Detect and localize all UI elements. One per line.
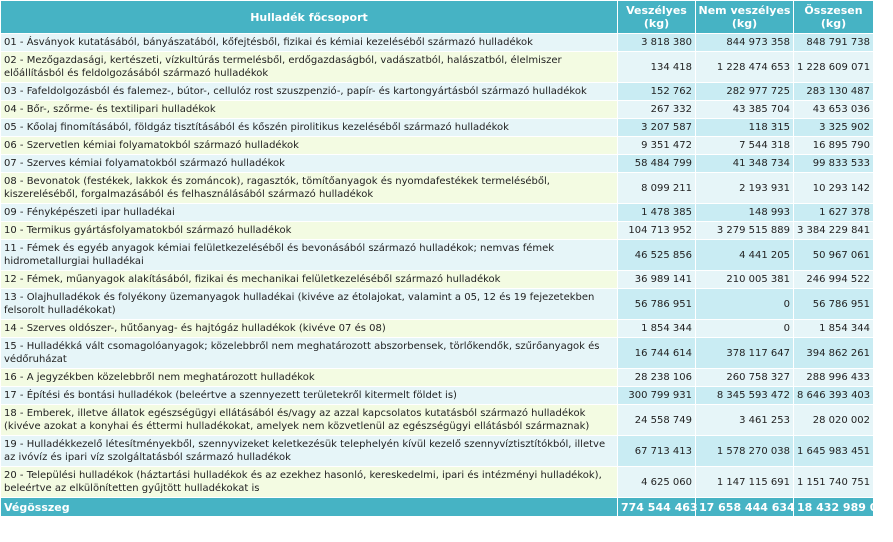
row-hazardous-value: 3 818 380 bbox=[618, 34, 696, 52]
row-group-name: 15 - Hulladékká vált csomagolóanyagok; közelebbről nem meghatározott abszorbensek, törlőkendők, szűrőanyagok és védőruházat bbox=[1, 338, 618, 369]
row-group-name: 05 - Kőolaj finomításából, földgáz tisztításából és kőszén pirolitikus kezeléséből származó hulladékok bbox=[1, 119, 618, 137]
row-hazardous-value: 56 786 951 bbox=[618, 289, 696, 320]
row-total-value: 3 325 902 bbox=[794, 119, 874, 137]
row-group-name: 01 - Ásványok kutatásából, bányászatából, kőfejtésből, fizikai és kémiai kezeléséből származó hulladékok bbox=[1, 34, 618, 52]
row-non-hazardous-value: 4 441 205 bbox=[696, 240, 794, 271]
row-hazardous-value: 16 744 614 bbox=[618, 338, 696, 369]
table-row bbox=[1, 204, 874, 222]
table-row bbox=[1, 338, 874, 369]
row-hazardous-value: 9 351 472 bbox=[618, 137, 696, 155]
table-row bbox=[1, 173, 874, 204]
grand-total-non-hazardous: 17 658 444 634 bbox=[696, 498, 794, 517]
row-group-name: 10 - Termikus gyártásfolyamatokból származó hulladékok bbox=[1, 222, 618, 240]
row-group-name: 17 - Építési és bontási hulladékok (beleértve a szennyezett területekről kitermelt földet is) bbox=[1, 387, 618, 405]
table-row bbox=[1, 137, 874, 155]
grand-total-label: Végösszeg bbox=[1, 498, 618, 517]
row-hazardous-value: 67 713 413 bbox=[618, 436, 696, 467]
row-total-value: 848 791 738 bbox=[794, 34, 874, 52]
header-total[interactable]: Összesen (kg) bbox=[794, 1, 874, 34]
row-non-hazardous-value: 260 758 327 bbox=[696, 369, 794, 387]
row-total-value: 246 994 522 bbox=[794, 271, 874, 289]
table-row bbox=[1, 387, 874, 405]
row-group-name: 20 - Települési hulladékok (háztartási hulladékok és az ezekhez hasonló, kereskedelmi, ipari és intézményi hulladékok), beleértve az elkülönítetten gyűjtött hulladékokat is bbox=[1, 467, 618, 498]
row-total-value: 1 151 740 751 bbox=[794, 467, 874, 498]
row-hazardous-value: 267 332 bbox=[618, 101, 696, 119]
row-group-name: 19 - Hulladékkezelő létesítményekből, szennyvizeket keletkezésük telephelyén kívül kezelő szennyvíztisztítókból, illetve az ivóvíz és ipari víz szolgáltatásból származó hulladékok bbox=[1, 436, 618, 467]
row-total-value: 1 854 344 bbox=[794, 320, 874, 338]
table-row bbox=[1, 320, 874, 338]
row-group-name: 14 - Szerves oldószer-, hűtőanyag- és hajtógáz hulladékok (kivéve 07 és 08) bbox=[1, 320, 618, 338]
row-non-hazardous-value: 1 147 115 691 bbox=[696, 467, 794, 498]
row-total-value: 8 646 393 403 bbox=[794, 387, 874, 405]
table-row bbox=[1, 369, 874, 387]
header-group[interactable]: Hulladék főcsoport bbox=[1, 1, 618, 34]
table-row bbox=[1, 222, 874, 240]
row-hazardous-value: 36 989 141 bbox=[618, 271, 696, 289]
row-group-name: 16 - A jegyzékben közelebbről nem meghatározott hulladékok bbox=[1, 369, 618, 387]
row-group-name: 02 - Mezőgazdasági, kertészeti, vízkultúrás termelésből, erdőgazdaságból, vadászatból, halászatból, élelmiszer előállításból és feldolgozásából származó hulladékok bbox=[1, 52, 618, 83]
row-non-hazardous-value: 118 315 bbox=[696, 119, 794, 137]
row-group-name: 06 - Szervetlen kémiai folyamatokból származó hulladékok bbox=[1, 137, 618, 155]
row-total-value: 1 627 378 bbox=[794, 204, 874, 222]
table-row bbox=[1, 467, 874, 498]
row-hazardous-value: 1 478 385 bbox=[618, 204, 696, 222]
row-hazardous-value: 28 238 106 bbox=[618, 369, 696, 387]
table-row bbox=[1, 119, 874, 137]
row-hazardous-value: 300 799 931 bbox=[618, 387, 696, 405]
row-total-value: 56 786 951 bbox=[794, 289, 874, 320]
table-row bbox=[1, 83, 874, 101]
table-row bbox=[1, 52, 874, 83]
row-non-hazardous-value: 844 973 358 bbox=[696, 34, 794, 52]
row-hazardous-value: 8 099 211 bbox=[618, 173, 696, 204]
table-row bbox=[1, 101, 874, 119]
row-non-hazardous-value: 3 461 253 bbox=[696, 405, 794, 436]
row-total-value: 288 996 433 bbox=[794, 369, 874, 387]
row-non-hazardous-value: 3 279 515 889 bbox=[696, 222, 794, 240]
row-non-hazardous-value: 0 bbox=[696, 320, 794, 338]
row-non-hazardous-value: 282 977 725 bbox=[696, 83, 794, 101]
table-row bbox=[1, 155, 874, 173]
row-group-name: 04 - Bőr-, szőrme- és textilipari hulladékok bbox=[1, 101, 618, 119]
table-row bbox=[1, 240, 874, 271]
table-footer bbox=[1, 498, 893, 517]
grand-total-total: 18 432 989 097 bbox=[794, 498, 874, 517]
row-non-hazardous-value: 0 bbox=[696, 289, 794, 320]
row-non-hazardous-value: 1 578 270 038 bbox=[696, 436, 794, 467]
grand-total-row bbox=[1, 498, 874, 517]
row-hazardous-value: 152 762 bbox=[618, 83, 696, 101]
header-hazardous[interactable]: Veszélyes (kg) bbox=[618, 1, 696, 34]
table-row bbox=[1, 436, 874, 467]
row-non-hazardous-value: 2 193 931 bbox=[696, 173, 794, 204]
row-hazardous-value: 104 713 952 bbox=[618, 222, 696, 240]
row-total-value: 50 967 061 bbox=[794, 240, 874, 271]
row-hazardous-value: 46 525 856 bbox=[618, 240, 696, 271]
row-total-value: 3 384 229 841 bbox=[794, 222, 874, 240]
row-hazardous-value: 3 207 587 bbox=[618, 119, 696, 137]
row-total-value: 99 833 533 bbox=[794, 155, 874, 173]
row-group-name: 09 - Fényképészeti ipar hulladékai bbox=[1, 204, 618, 222]
row-non-hazardous-value: 148 993 bbox=[696, 204, 794, 222]
row-non-hazardous-value: 210 005 381 bbox=[696, 271, 794, 289]
grand-total-hazardous: 774 544 463 bbox=[618, 498, 696, 517]
row-hazardous-value: 1 854 344 bbox=[618, 320, 696, 338]
row-non-hazardous-value: 41 348 734 bbox=[696, 155, 794, 173]
row-group-name: 11 - Fémek és egyéb anyagok kémiai felületkezeléséből és bevonásából származó hulladékok; nemvas fémek hidrometallurgiai hulladékai bbox=[1, 240, 618, 271]
row-group-name: 07 - Szerves kémiai folyamatokból származó hulladékok bbox=[1, 155, 618, 173]
row-non-hazardous-value: 8 345 593 472 bbox=[696, 387, 794, 405]
row-total-value: 43 653 036 bbox=[794, 101, 874, 119]
row-hazardous-value: 58 484 799 bbox=[618, 155, 696, 173]
row-total-value: 1 228 609 071 bbox=[794, 52, 874, 83]
table-body bbox=[1, 34, 874, 498]
row-group-name: 12 - Fémek, műanyagok alakításából, fizikai és mechanikai felületkezeléséből származó hulladékok bbox=[1, 271, 618, 289]
row-total-value: 16 895 790 bbox=[794, 137, 874, 155]
row-group-name: 13 - Olajhulladékok és folyékony üzemanyagok hulladékai (kivéve az étolajokat, valamint a 05, 12 és 19 fejezetekben felsorolt hulladékokat) bbox=[1, 289, 618, 320]
row-group-name: 03 - Fafeldolgozásból és falemez-, bútor-, cellulóz rost szuszpenzió-, papír- és kartongyártásból származó hulladékok bbox=[1, 83, 618, 101]
row-total-value: 10 293 142 bbox=[794, 173, 874, 204]
row-group-name: 18 - Emberek, illetve állatok egészségügyi ellátásából és/vagy az azzal kapcsolatos kutatásból származó hulladékok (kivéve azokat a konyhai és éttermi hulladékokat, amelyek nem közvetlenül az egészségügyi ellátásból származnak) bbox=[1, 405, 618, 436]
header-non-hazardous[interactable]: Nem veszélyes (kg) bbox=[696, 1, 794, 34]
row-group-name: 08 - Bevonatok (festékek, lakkok és zománcok), ragasztók, tömítőanyagok és nyomdafestékek termeléséből, kiszereléséből, forgalmazásából és felhasználásából származó hulladékok bbox=[1, 173, 618, 204]
table-row bbox=[1, 405, 874, 436]
row-total-value: 1 645 983 451 bbox=[794, 436, 874, 467]
table-row bbox=[1, 34, 874, 52]
table-header bbox=[1, 1, 874, 34]
row-hazardous-value: 4 625 060 bbox=[618, 467, 696, 498]
row-total-value: 28 020 002 bbox=[794, 405, 874, 436]
table-row bbox=[1, 271, 874, 289]
row-non-hazardous-value: 7 544 318 bbox=[696, 137, 794, 155]
row-hazardous-value: 134 418 bbox=[618, 52, 696, 83]
row-non-hazardous-value: 1 228 474 653 bbox=[696, 52, 794, 83]
row-total-value: 394 862 261 bbox=[794, 338, 874, 369]
row-total-value: 283 130 487 bbox=[794, 83, 874, 101]
row-non-hazardous-value: 378 117 647 bbox=[696, 338, 794, 369]
table-row bbox=[1, 289, 874, 320]
row-hazardous-value: 24 558 749 bbox=[618, 405, 696, 436]
row-non-hazardous-value: 43 385 704 bbox=[696, 101, 794, 119]
